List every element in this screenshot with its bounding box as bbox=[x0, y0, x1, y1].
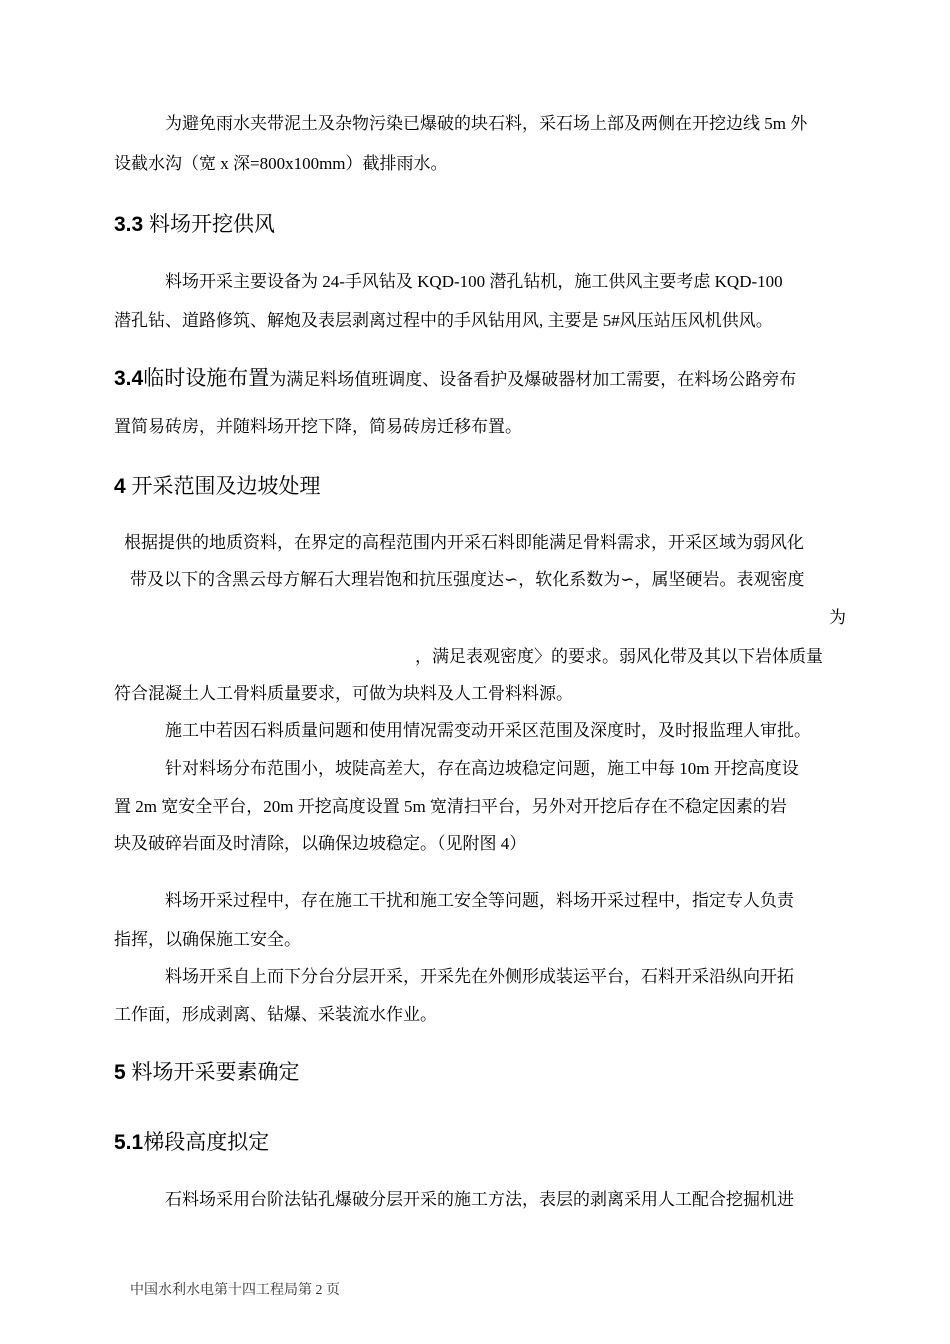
paragraph-line: 设截水沟（宽 x 深=800x100mm）截排雨水。 bbox=[114, 154, 448, 173]
heading-text: 料场开采要素确定 bbox=[131, 1061, 300, 1084]
paragraph-line: 工作面，形成剥离、钻爆、采装流水作业。 bbox=[114, 1005, 437, 1024]
paragraph-line: 施工中若因石料质量问题和使用情况需变动开采区范围及深度时，及时报监理人审批。 bbox=[165, 721, 811, 740]
heading-number: 4 bbox=[114, 475, 126, 498]
section-heading-3-3 bbox=[114, 212, 275, 238]
paragraph-line: 针对料场分布范围小，坡陡高差大，存在高边坡稳定问题，施工中每 10m 开挖高度设 bbox=[165, 759, 799, 778]
paragraph-line: 根据提供的地质资料，在界定的高程范围内开采石料即能满足骨料需求，开采区域为弱风化 bbox=[124, 533, 804, 552]
heading-number: 5 bbox=[114, 1061, 126, 1084]
section-heading-3-4 bbox=[114, 366, 796, 393]
paragraph-line: 为 bbox=[829, 608, 846, 627]
paragraph-line: 带及以下的含黑云母方解石大理岩饱和抗压强度达∽，软化系数为∽，属坚硬岩。表观密度 bbox=[130, 570, 805, 589]
paragraph-line: 符合混凝土人工骨料质量要求，可做为块料及人工骨料料源。 bbox=[114, 684, 573, 703]
paragraph-line: 料场开采主要设备为 24-手风钻及 KQD-100 潜孔钻机，施工供风主要考虑 KQD-100 bbox=[165, 272, 783, 291]
paragraph-line: 潜孔钻、道路修筑、解炮及表层剥离过程中的手风钻用风, 主要是 5#风压站压风机供风。 bbox=[114, 311, 773, 330]
paragraph-line: 块及破碎岩面及时清除，以确保边坡稳定。（见附图 4） bbox=[114, 834, 527, 853]
paragraph-line: 料场开采自上而下分台分层开采，开采先在外侧形成装运平台，石料开采沿纵向开拓 bbox=[165, 967, 794, 986]
heading-number: 5.1 bbox=[114, 1131, 144, 1154]
heading-number: 3.4 bbox=[114, 367, 144, 390]
heading-text: 临时设施布置 bbox=[143, 367, 270, 390]
paragraph-line: ，满足表观密度〉的要求。弱风化带及其以下岩体质量 bbox=[415, 647, 823, 666]
paragraph-line: 置 2m 宽安全平台，20m 开挖高度设置 5m 宽清扫平台，另外对开挖后存在不稳定因素的岩 bbox=[114, 797, 787, 816]
heading-text: 开采范围及边坡处理 bbox=[131, 475, 321, 498]
heading-text: 梯段高度拟定 bbox=[143, 1131, 270, 1154]
heading-inline-body: 为满足料场值班调度、设备看护及爆破器材加工需要，在料场公路旁布 bbox=[269, 370, 797, 389]
heading-title bbox=[114, 367, 269, 390]
section-heading-4 bbox=[114, 474, 321, 500]
page-footer: 中国水利水电第十四工程局第 2 页 bbox=[130, 1283, 340, 1298]
heading-text: 料场开挖供风 bbox=[149, 213, 276, 236]
heading-number: 3.3 bbox=[114, 213, 144, 236]
paragraph-line: 指挥，以确保施工安全。 bbox=[114, 930, 301, 949]
section-heading-5 bbox=[114, 1060, 300, 1086]
paragraph-line: 料场开采过程中，存在施工干扰和施工安全等问题，料场开采过程中，指定专人负责 bbox=[165, 891, 794, 910]
paragraph-line: 石料场采用台阶法钻孔爆破分层开采的施工方法，表层的剥离采用人工配合挖掘机进 bbox=[165, 1190, 794, 1209]
section-heading-5-1 bbox=[114, 1130, 269, 1156]
paragraph-line: 置简易砖房，并随料场开挖下降，简易砖房迁移布置。 bbox=[114, 417, 522, 436]
paragraph-line: 为避免雨水夹带泥土及杂物污染已爆破的块石料，采石场上部及两侧在开挖边线 5m 外 bbox=[165, 114, 808, 133]
